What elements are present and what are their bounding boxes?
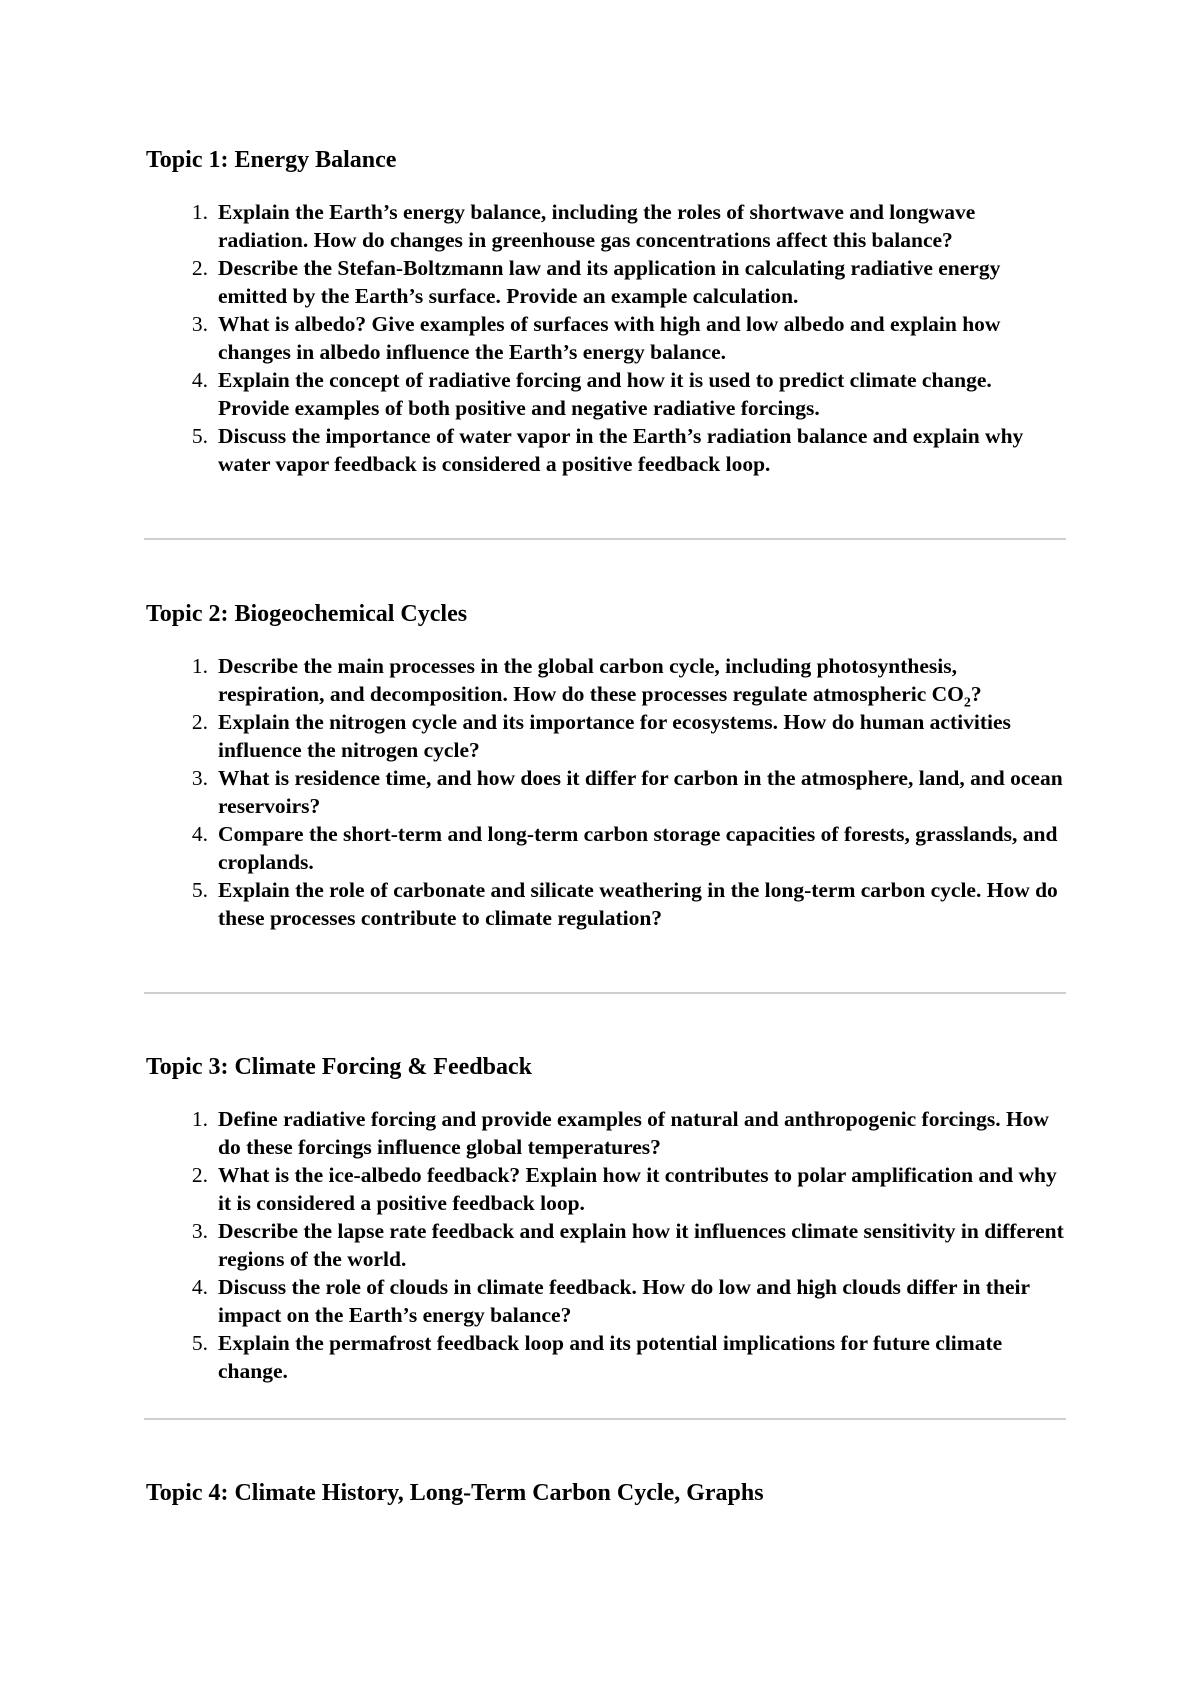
topic-title: Topic 1: Energy Balance [146, 147, 397, 173]
topic-title: Topic 4: Climate History, Long-Term Carbon Cycle, Graphs [146, 1480, 764, 1506]
question-number: 2. [191, 710, 208, 734]
question-number: 5. [191, 424, 208, 448]
section-divider [144, 992, 1066, 994]
question-item [146, 764, 1066, 820]
question-text-tail: ? [970, 682, 982, 706]
question-text: Describe the Stefan-Boltzmann law and its application in calculating radiative energy emitted by the Earth’s surface. Provide an example calculation. [218, 256, 1001, 308]
question-item [146, 1161, 1066, 1217]
question-item [146, 820, 1066, 876]
question-list [146, 652, 1066, 932]
question-item [146, 652, 1066, 711]
question-item [146, 1273, 1066, 1329]
question-text: Compare the short-term and long-term carbon storage capacities of forests, grasslands, and croplands. [218, 822, 1058, 874]
question-text-main: Describe the main processes in the global carbon cycle, including photosynthesis, respiration, and decomposition. How do these processes regulate atmospheric CO [218, 654, 964, 706]
question-text: Explain the role of carbonate and silicate weathering in the long-term carbon cycle. How do these processes contribute to climate regulation? [218, 878, 1058, 930]
question-text: Explain the Earth’s energy balance, including the roles of shortwave and longwave radiation. How do changes in greenhouse gas concentrations affect this balance? [218, 200, 976, 252]
question-number: 1. [191, 654, 208, 678]
question-number: 3. [191, 766, 208, 790]
question-text: What is residence time, and how does it differ for carbon in the atmosphere, land, and ocean reservoirs? [218, 766, 1063, 818]
question-item [146, 198, 1066, 254]
topic-section-4 [146, 1479, 1066, 1507]
question-text: Explain the nitrogen cycle and its importance for ecosystems. How do human activities influence the nitrogen cycle? [218, 710, 1011, 762]
topic-section-2 [146, 600, 1066, 932]
question-item [146, 876, 1066, 932]
section-divider [144, 538, 1066, 540]
question-item [146, 708, 1066, 764]
question-number: 2. [191, 1163, 208, 1187]
question-list [146, 1105, 1066, 1385]
question-number: 5. [191, 1331, 208, 1355]
question-item [146, 1217, 1066, 1273]
question-item [146, 366, 1066, 422]
question-number: 5. [191, 878, 208, 902]
question-number: 1. [191, 1107, 208, 1131]
question-text: What is the ice-albedo feedback? Explain how it contributes to polar amplification and why it is considered a positive feedback loop. [218, 1163, 1057, 1215]
topic-section-3 [146, 1053, 1066, 1385]
question-number: 2. [191, 256, 208, 280]
topic-title: Topic 3: Climate Forcing & Feedback [146, 1054, 532, 1080]
section-divider [144, 1418, 1066, 1420]
question-number: 3. [191, 1219, 208, 1243]
question-number: 4. [191, 368, 208, 392]
question-text: Describe the lapse rate feedback and explain how it influences climate sensitivity in different regions of the world. [218, 1219, 1064, 1271]
question-text: Discuss the role of clouds in climate feedback. How do low and high clouds differ in their impact on the Earth’s energy balance? [218, 1275, 1030, 1327]
question-text: Explain the permafrost feedback loop and its potential implications for future climate change. [218, 1331, 1003, 1383]
question-number: 4. [191, 822, 208, 846]
question-number: 4. [191, 1275, 208, 1299]
question-item [146, 310, 1066, 366]
question-text: Explain the concept of radiative forcing and how it is used to predict climate change. Provide examples of both positive and negative radiative forcings. [218, 368, 992, 420]
question-item [146, 254, 1066, 310]
question-number: 3. [191, 312, 208, 336]
question-text: Discuss the importance of water vapor in the Earth’s radiation balance and explain why water vapor feedback is considered a positive feedback loop. [218, 424, 1024, 476]
question-text [218, 654, 982, 711]
question-text: What is albedo? Give examples of surfaces with high and low albedo and explain how changes in albedo influence the Earth’s energy balance. [218, 312, 1001, 364]
question-number: 1. [191, 200, 208, 224]
subscript-2: 2 [963, 695, 971, 711]
topic-section-1 [146, 146, 1066, 478]
topic-title: Topic 2: Biogeochemical Cycles [146, 601, 468, 627]
question-item [146, 1329, 1066, 1385]
question-item [146, 1105, 1066, 1161]
question-list [146, 198, 1066, 478]
question-text: Define radiative forcing and provide examples of natural and anthropogenic forcings. How do these forcings influence global temperatures? [218, 1107, 1049, 1159]
question-item [146, 422, 1066, 478]
